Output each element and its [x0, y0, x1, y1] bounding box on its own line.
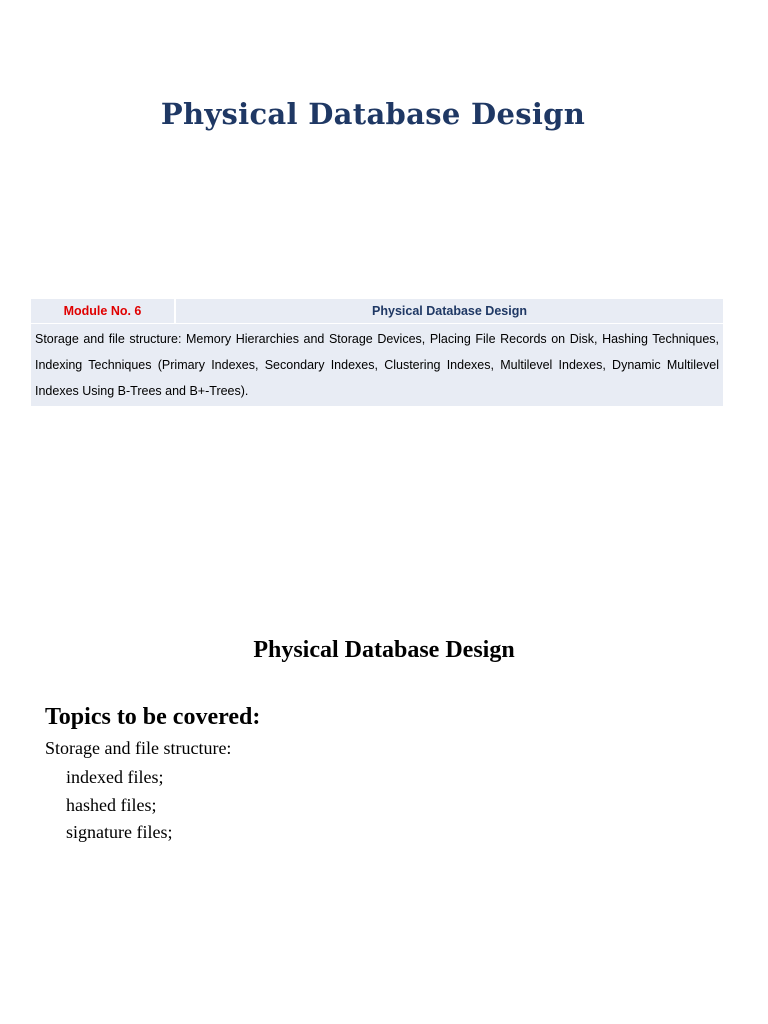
module-content: Storage and file structure: Memory Hierarchies and Storage Devices, Placing File Records on Disk, Hashing Techniques, Indexing Techniques (Primary Indexes, Secondary Indexes, Clustering Indexes, Multilevel Indexes, Dynamic Multilevel Indexes Using B-Trees and B+-Trees).: [35, 332, 719, 398]
topic-item: hashed files;: [66, 794, 157, 815]
topic-item: indexed files;: [66, 767, 164, 787]
section-title: Physical Database Design: [253, 637, 515, 663]
topics-intro: Storage and file structure:: [45, 738, 232, 758]
topics-heading: Topics to be covered:: [45, 704, 261, 730]
module-name: Physical Database Design: [372, 304, 527, 318]
module-number: Module No. 6: [31, 299, 176, 323]
document-title: Physical Database Design: [160, 97, 586, 131]
topic-item: signature files;: [66, 822, 173, 842]
module-header-row: [31, 299, 723, 324]
topics-list: [66, 766, 172, 849]
module-table: [31, 299, 723, 406]
